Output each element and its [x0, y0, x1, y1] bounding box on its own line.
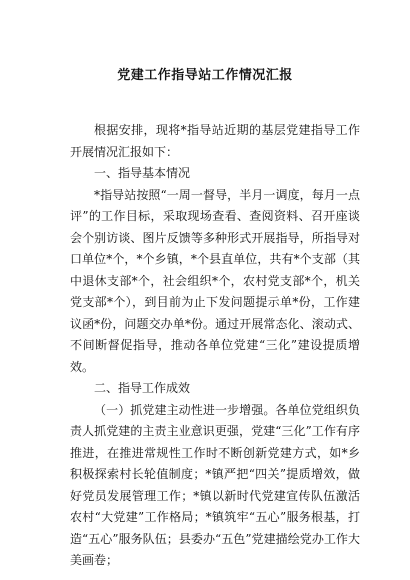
document-title: 党建工作指导站工作情况汇报 [117, 68, 293, 83]
document-body [70, 120, 360, 572]
intro-paragraph: 根据安排，现将*指导站近期的基层党建指导工作开展情况汇报如下： [70, 123, 360, 159]
section-1-heading: 一、指导基本情况 [94, 166, 191, 180]
section-1-paragraph: *指导站按照“一周一督导，半月一调度，每月一点评”的工作目标，采取现场查看、查阅资料、召开座谈会个别访谈、图片反馈等多种形式开展指导，所指导对口单位*个，*个乡镇，*个县直单位，共有*个支部（其中退休支部*个，社会组织*个，农村党支部*个，机关党支部*个），到目前为止下发问题提示单*份，工作建议函*份，问题交办单*份。通过开展常态化、滚动式、不间断督促指导，推动各单位党建“三化”建设提质增效。 [70, 187, 360, 374]
section-2-paragraph: （一）抓党建主动性进一步增强。各单位党组织负责人抓党建的主责主业意识更强，党建“三化”工作有序推进，在推进常规性工作时不断创新党建方式，如*乡积极探索村长轮值制度；*镇严把“四关”提质增效，做好党员发展管理工作；*镇以新时代党建宣传队伍激活农村“大党建”工作格局；*镇筑牢“五心”服务根基，打造“五心”服务队伍；县委办“五色”党建描绘党办工作大美画卷； [70, 402, 360, 567]
section-2-heading: 二、指导工作成效 [94, 381, 191, 395]
